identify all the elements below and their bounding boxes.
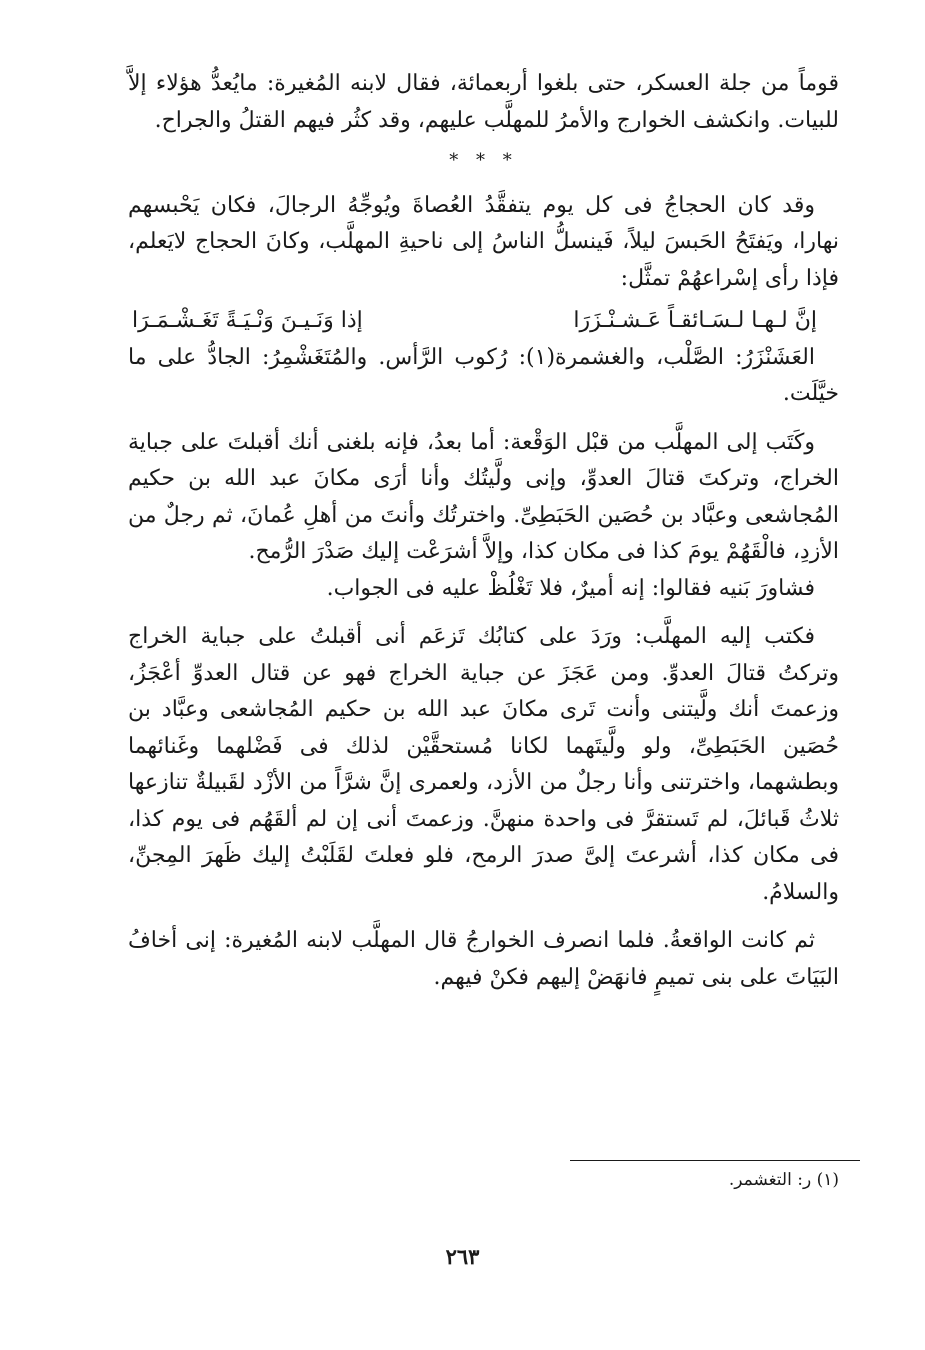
footnote-divider: [570, 1160, 860, 1161]
paragraph-4: وكَتَب إلى المهلَّب من قبْل الوَقْعة: أما بعدُ، فإنه بلغنى أنك أقبلتَ على جباية الخراج، وتركتَ قتالَ العدوِّ، وإنى ولَّيتُك وأنا أرَى مكانَ عبد الله بن حكيم المُجاشعى وعبَّاد بن حُصَين الحَبَطِىِّ. واخترتُك وأنتَ من أهلِ عُمانَ، ثم رجلٌ من الأزدِ، فالْقَهُمْ يومَ كذا فى مكان كذا، وإلاَّ أشرَعْت إليك صَدْرَ الرُّمح.: [128, 429, 839, 564]
paragraph-6: فكتب إليه المهلَّب: ورَدَ على كتابُك تَزعَم أنى أقبلتُ على جباية الخراج وتركتُ قتالَ العدوِّ. ومن عَجَزَ عن جباية الخراج فهو عن قتال العدوِّ أعْجَزُ، وزعمتَ أنك ولَّيتنى وأنت تَرى مكانَ عبد الله بن حكيم المُجاشعى وعبَّاد بن حُصَين الحَبَطِىِّ، ولو ولَّيتَهما لكانا مُستحقَّيْن لذلك فى فَضْلهما وغَنائهما وبطشهما، واخترتنى وأنا رجلٌ من الأزد، ولعمرى إنَّ شرَّاً من الأزْد لقَبيلةٌ تنازعها ثلاثُ قَبائلَ، لم تَستقرَّ فى واحدة منهنَّ. وزعمتَ أنى إن لم ألقَهُم فى يوم كذا، فى مكان كذا، أشرعتَ إلىَّ صدرَ الرمح، فلو فعلتَ لقَلَبْتُ إليك ظَهرَ المِجنِّ، والسلامُ.: [128, 624, 839, 905]
verse-second-hemistich: إذا وَنَـيـنَ وَنْـيَـةً تَغَـشْـمَـرَا: [132, 308, 363, 333]
page-number: ٢٦٣: [445, 1244, 480, 1269]
section-separator: * * *: [449, 150, 518, 171]
body-text: [128, 66, 839, 996]
paragraph-7: ثم كانت الواقعةُ. فلما انصرف الخوارجُ قال المهلَّب لابنه المُغيرة: إنى أخافُ البَيَاتَ على بنى تميمٍ فانهَضْ إليهم فكنْ فيهم.: [128, 928, 839, 990]
paragraph-1: قوماً من جلة العسكر، حتى بلغوا أربعمائة، فقال لابنه المُغيرة: مايُعدُّ هؤلاء إلاَّ للبيات. وانكشف الخوارج والأمرُ للمهلَّب عليهم، وقد كثُر فيهم القتلُ والجراح.: [128, 71, 839, 133]
poem-verse: [128, 303, 839, 340]
paragraph-5: فشاورَ بَنيه فقالوا: إنه أميرٌ، فلا تَغْلُظْ عليه فى الجواب.: [326, 575, 815, 601]
paragraph-3: العَشَنْزَرُ: الصَّلْب، والغشمرة(١): رُكوب الرَّأس. والمُتَغَشْمِرُ: الجادُّ على ما خيَّلَت.: [128, 344, 839, 406]
verse-first-hemistich: إنَّ لـهـا لـسَـائقـاً عَـشـنْـزَرَا: [573, 308, 817, 333]
paragraph-2: وقد كان الحجاجُ فى كل يوم يتفقَّدُ العُصاةَ ويُوجِّهُ الرجالَ، فكان يَحْبسهم نهارا، ويَفتَحُ الحَبسَ ليلاً، فَينسلُّ الناسُ إلى ناحيةِ المهلَّب، وكانَ الحجاج لايَعلم، فإذا رأى إسْراعهُمْ تمثَّل:: [128, 192, 839, 291]
footnote: (١) ر: التغشمر.: [728, 1170, 839, 1190]
